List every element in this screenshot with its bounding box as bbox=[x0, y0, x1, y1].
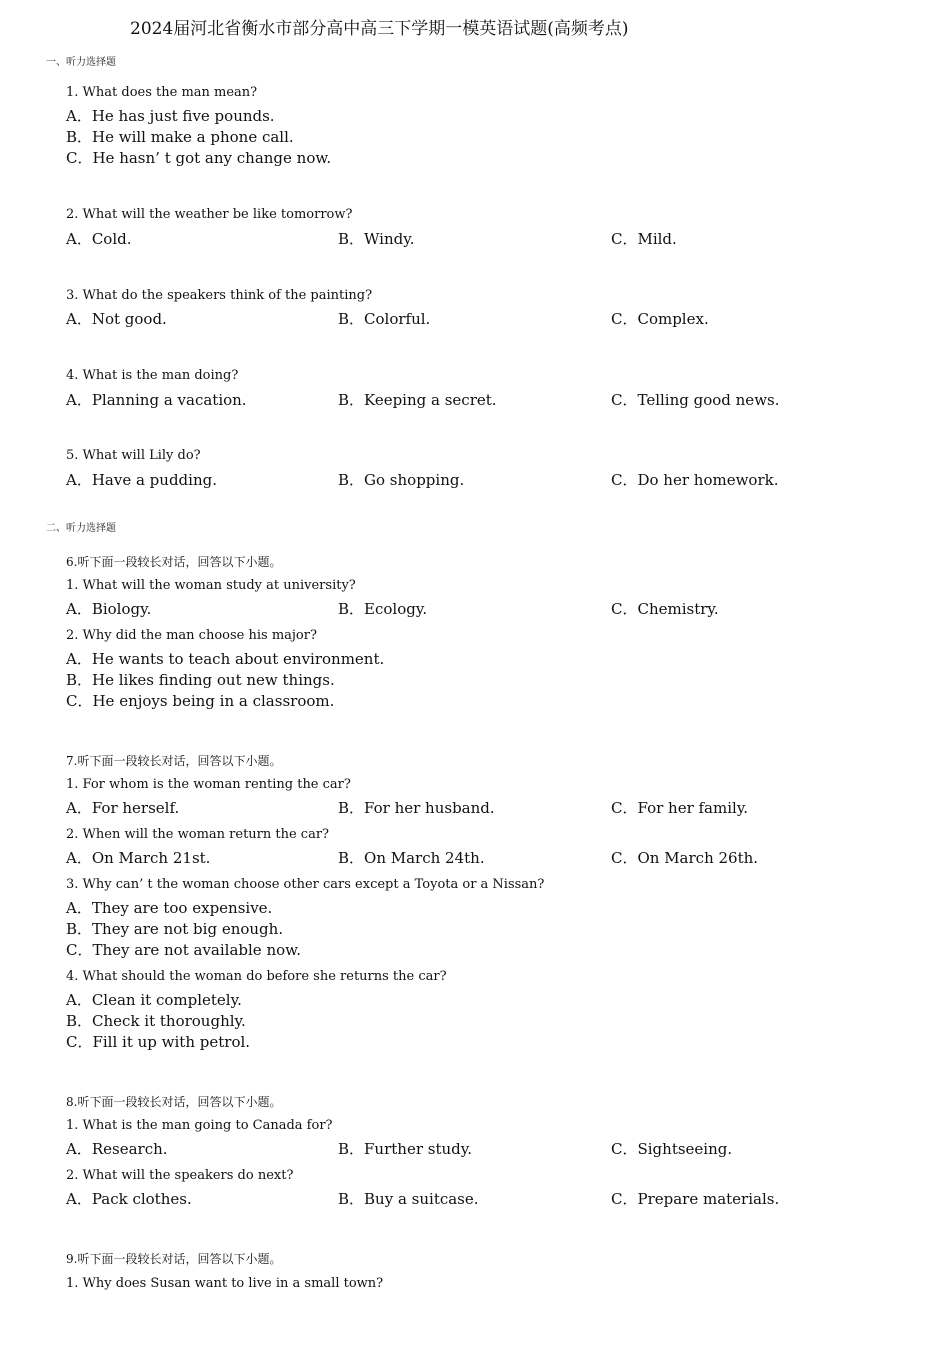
g7-q3-option-a[interactable]: A．They are too expensive. bbox=[66, 899, 273, 917]
g7-q3-option-b[interactable]: B．They are not big enough. bbox=[66, 920, 284, 938]
g6-q2-option-c[interactable]: C．He enjoys being in a classroom. bbox=[66, 692, 335, 710]
q1-option-c[interactable]: C．He hasn’ t got any change now. bbox=[66, 149, 332, 167]
g6-q1-option-c[interactable]: C．Chemistry. bbox=[611, 600, 719, 618]
g7-q2-option-c[interactable]: C．On March 26th. bbox=[611, 849, 759, 867]
q3-option-b[interactable]: B．Colorful. bbox=[338, 310, 431, 328]
g7-q1-option-b[interactable]: B．For her husband. bbox=[338, 799, 495, 817]
q4-option-b[interactable]: B．Keeping a secret. bbox=[338, 391, 497, 409]
q5-option-b[interactable]: B．Go shopping. bbox=[338, 471, 465, 489]
g6-q2-option-a[interactable]: A．He wants to teach about environment. bbox=[66, 650, 385, 668]
g8-q2-option-b[interactable]: B．Buy a suitcase. bbox=[338, 1190, 479, 1208]
q4-option-c[interactable]: C．Telling good news. bbox=[611, 391, 780, 409]
g8-q1-option-c[interactable]: C．Sightseeing. bbox=[611, 1140, 733, 1158]
g7-q1-option-c[interactable]: C．For her family. bbox=[611, 799, 749, 817]
question-5: 5. What will Lily do? bbox=[66, 448, 201, 463]
g7-q3-option-c[interactable]: C．They are not available now. bbox=[66, 941, 301, 959]
section-heading-1: 一、听力选择题 bbox=[46, 57, 116, 68]
g7-q2-option-b[interactable]: B．On March 24th. bbox=[338, 849, 485, 867]
page-title: 2024届河北省衡水市部分高中高三下学期一模英语试题(高频考点) bbox=[130, 19, 629, 39]
g7-question-1: 1. For whom is the woman renting the car? bbox=[66, 777, 351, 792]
q4-option-a[interactable]: A．Planning a vacation. bbox=[66, 391, 247, 409]
section-heading-2: 二、听力选择题 bbox=[46, 523, 116, 534]
group-7-intro: 7.听下面一段较长对话，回答以下小题。 bbox=[66, 754, 282, 768]
g8-q1-option-a[interactable]: A．Research. bbox=[66, 1140, 168, 1158]
g7-q2-option-a[interactable]: A．On March 21st. bbox=[66, 849, 211, 867]
g6-question-1: 1. What will the woman study at university? bbox=[66, 578, 356, 593]
g9-question-1: 1. Why does Susan want to live in a small town? bbox=[66, 1276, 384, 1291]
g7-question-4: 4. What should the woman do before she returns the car? bbox=[66, 969, 447, 984]
g8-q2-option-a[interactable]: A．Pack clothes. bbox=[66, 1190, 192, 1208]
g6-q1-option-b[interactable]: B．Ecology. bbox=[338, 600, 428, 618]
g7-q4-option-a[interactable]: A．Clean it completely. bbox=[66, 991, 242, 1009]
q1-option-b[interactable]: B．He will make a phone call. bbox=[66, 128, 294, 146]
g7-question-3: 3. Why can’ t the woman choose other cars except a Toyota or a Nissan? bbox=[66, 877, 545, 892]
g7-q4-option-c[interactable]: C．Fill it up with petrol. bbox=[66, 1033, 251, 1051]
q3-option-a[interactable]: A．Not good. bbox=[66, 310, 167, 328]
q3-option-c[interactable]: C．Complex. bbox=[611, 310, 709, 328]
question-1: 1. What does the man mean? bbox=[66, 85, 258, 100]
group-9-intro: 9.听下面一段较长对话，回答以下小题。 bbox=[66, 1252, 282, 1266]
q2-option-b[interactable]: B．Windy. bbox=[338, 230, 415, 248]
g6-q1-option-a[interactable]: A．Biology. bbox=[66, 600, 152, 618]
question-3: 3. What do the speakers think of the painting? bbox=[66, 288, 373, 303]
group-6-intro: 6.听下面一段较长对话，回答以下小题。 bbox=[66, 555, 282, 569]
g8-question-1: 1. What is the man going to Canada for? bbox=[66, 1118, 333, 1133]
g6-question-2: 2. Why did the man choose his major? bbox=[66, 628, 317, 643]
question-2: 2. What will the weather be like tomorrow? bbox=[66, 207, 353, 222]
g8-q2-option-c[interactable]: C．Prepare materials. bbox=[611, 1190, 780, 1208]
g7-q4-option-b[interactable]: B．Check it thoroughly. bbox=[66, 1012, 246, 1030]
q2-option-a[interactable]: A．Cold. bbox=[66, 230, 132, 248]
g7-question-2: 2. When will the woman return the car? bbox=[66, 827, 330, 842]
group-8-intro: 8.听下面一段较长对话，回答以下小题。 bbox=[66, 1095, 282, 1109]
g6-q2-option-b[interactable]: B．He likes finding out new things. bbox=[66, 671, 335, 689]
q2-option-c[interactable]: C．Mild. bbox=[611, 230, 677, 248]
q5-option-c[interactable]: C．Do her homework. bbox=[611, 471, 779, 489]
q1-option-a[interactable]: A．He has just five pounds. bbox=[66, 107, 275, 125]
g7-q1-option-a[interactable]: A．For herself. bbox=[66, 799, 180, 817]
g8-question-2: 2. What will the speakers do next? bbox=[66, 1168, 294, 1183]
question-4: 4. What is the man doing? bbox=[66, 368, 239, 383]
q5-option-a[interactable]: A．Have a pudding. bbox=[66, 471, 217, 489]
g8-q1-option-b[interactable]: B．Further study. bbox=[338, 1140, 473, 1158]
